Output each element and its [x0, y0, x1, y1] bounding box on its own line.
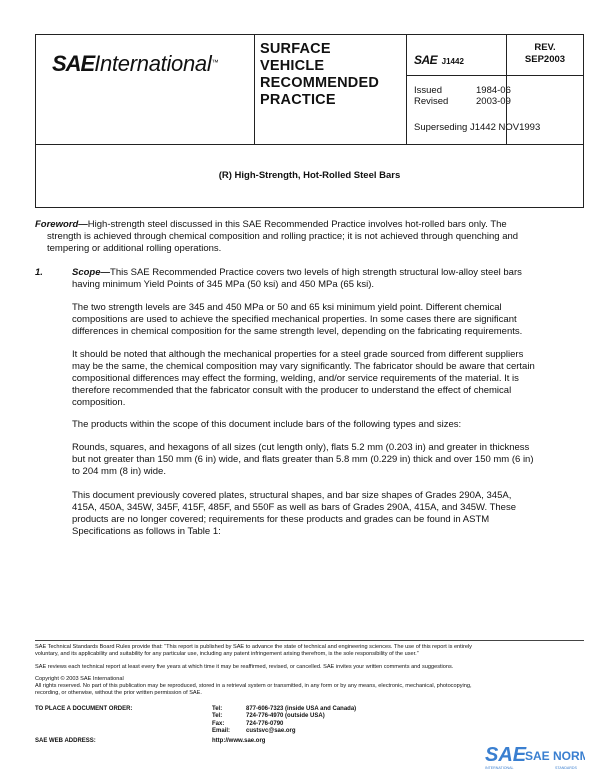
- paragraph-line: The products within the scope of this document include bars of the following types and sizes:: [72, 419, 462, 430]
- foreword-label: Foreword—: [35, 219, 88, 230]
- rights-line: recording, or otherwise, without the prior written permission of SAE.: [35, 690, 202, 696]
- paragraph-line: compositions are used to achieve the specified mechanical properties. In some cases there are significant: [72, 314, 517, 325]
- document-title: (R) High-Strength, Hot-Rolled Steel Bars: [218, 170, 401, 181]
- foreword-line: strength is achieved through chemical composition and rolling practice; it is not achieved through quenching and: [47, 231, 519, 242]
- paragraph-line: composition.: [72, 397, 126, 408]
- logo-international-text: International: [94, 51, 212, 76]
- superseding-text: Superseding J1442 NOV1993: [414, 122, 541, 133]
- foreword-line: tempering or additional rolling operations.: [47, 243, 222, 254]
- stamp-sae: SAE: [485, 744, 527, 766]
- contact-label: Tel:: [212, 706, 223, 712]
- scope-line: having minimum Yield Points of 345 MPa (50 ksi) and 450 MPa (65 ksi).: [72, 279, 375, 290]
- revision-block: [506, 42, 584, 66]
- header-box: [35, 34, 584, 145]
- scope-paragraph-1: [72, 267, 583, 291]
- doc-type-line: VEHICLE: [260, 58, 325, 74]
- sae-international-logo: [52, 51, 218, 77]
- rules-line: SAE Technical Standards Board Rules provide that: “This report is published by SAE to advance the state of technical and engineering sciences. The use of this report is entirely: [35, 644, 472, 650]
- logo-sae-text: SAE: [52, 51, 95, 76]
- stamp-standards: STANDARDS: [555, 766, 577, 770]
- contact-row: [212, 728, 356, 735]
- doc-type-line: RECOMMENDED: [260, 75, 380, 91]
- scope-line: This SAE Recommended Practice covers two levels of high strength structural low-alloy steel bars: [110, 267, 522, 278]
- revised-label: Revised: [414, 96, 449, 107]
- contact-label: Tel:: [212, 713, 223, 720]
- standards-board-rules: [35, 644, 583, 658]
- paragraph-line: may be the same, the chemical composition may vary significantly. The fabricator should be aware that certain: [72, 361, 535, 372]
- paragraph-line: Specifications as follows in Table 1:: [72, 526, 221, 537]
- web-address-link[interactable]: http://www.sae.org: [212, 738, 266, 744]
- foreword-paragraph: [35, 219, 583, 255]
- doc-type-line: PRACTICE: [260, 92, 336, 108]
- copyright-notice: [35, 676, 583, 697]
- rev-value: SEP2003: [524, 54, 566, 65]
- document-number: [414, 51, 464, 69]
- contact-value[interactable]: 877-606-7323 (inside USA and Canada): [246, 706, 357, 712]
- paragraph-line: differences in chemical composition for the same strength level, depending on the fabricating requirements.: [72, 326, 523, 337]
- footer-divider: [35, 640, 584, 641]
- trademark-mark: ™: [211, 59, 219, 67]
- paragraph-line: It should be noted that although the mechanical properties for a steel grade sourced from different suppliers: [72, 349, 524, 360]
- paragraph-line: 415A, 450A, 345W, 345F, 415F, 485F, and 550F as well as bars of Grades 290A, 415A, and 345W. These: [72, 502, 516, 513]
- stamp-international: INTERNATIONAL: [485, 766, 514, 770]
- document-type: [260, 41, 379, 109]
- title-box: [35, 144, 584, 208]
- paragraph-line: but not greater than 150 mm (6 in) wide, and flats greater than 5.8 mm (0.229 in) thick and over 150 mm (6 in): [72, 454, 534, 465]
- contact-value[interactable]: 724-776-0790: [246, 720, 284, 727]
- paragraph-line: The two strength levels are 345 and 450 MPa or 50 and 65 ksi minimum yield point. Different chemical: [72, 302, 502, 313]
- web-address-label: SAE WEB ADDRESS:: [35, 738, 96, 744]
- order-label: TO PLACE A DOCUMENT ORDER:: [35, 706, 133, 712]
- scope-paragraph-3: [72, 349, 583, 409]
- contact-value[interactable]: 724-776-4970 (outside USA): [246, 713, 325, 720]
- scope-paragraph-2: [72, 302, 583, 338]
- rules-line: voluntary, and its applicability and suitability for any particular use, including any patent infringement arising therefrom, is the sole responsibility of the user.”: [35, 651, 419, 657]
- review-notice: SAE reviews each technical report at least every five years at which time it may be reaffirmed, revised, or cancelled. SAE invites your written comments and suggestions.: [35, 664, 454, 670]
- contact-row: [212, 706, 356, 713]
- section-number: 1.: [35, 267, 43, 278]
- doc-sae-logo: SAE: [414, 53, 438, 67]
- paragraph-line: This document previously covered plates, structural shapes, and bar size shapes of Grades 290A, 345A,: [72, 490, 512, 501]
- foreword-line: High-strength steel discussed in this SAE Recommended Practice involves hot-rolled bars only. The: [87, 219, 507, 230]
- scope-paragraph-4: [72, 419, 583, 431]
- stamp-norm: SAE NORM: [525, 749, 585, 763]
- contact-row: [212, 721, 356, 728]
- contact-row: [212, 713, 356, 720]
- issued-value: 1984-06: [476, 85, 511, 96]
- copyright-line: Copyright © 2003 SAE International: [35, 676, 124, 682]
- scope-label: Scope—: [72, 267, 111, 278]
- issued-label: Issued: [414, 85, 442, 96]
- paragraph-line: to 204 mm (8 in) wide.: [72, 466, 166, 477]
- paragraph-line: products are no longer covered; requirements for these products and grades can be found in ASTM: [72, 514, 490, 525]
- paragraph-line: compositional differences may effect the forming, welding, and/or service requirements of the material. It is: [72, 373, 519, 384]
- contact-label: Email:: [212, 728, 231, 735]
- rev-label: REV.: [534, 42, 556, 53]
- paragraph-line: therefore recommended that the fabricator consult with the producer to understand the effect of chemical: [72, 385, 512, 396]
- doc-type-line: SURFACE: [260, 41, 331, 57]
- sae-norm-graphic: [485, 741, 585, 771]
- rights-line: All rights reserved. No part of this publication may be reproduced, stored in a retrieval system or transmitted, in any form or by any means, electronic, mechanical, photocopying,: [35, 683, 472, 689]
- scope-paragraph-5: [72, 442, 583, 478]
- sae-norm-stamp: [485, 741, 585, 771]
- paragraph-line: Rounds, squares, and hexagons of all sizes (cut length only), flats 5.2 mm (0.203 in) and greater in thickness: [72, 442, 530, 453]
- doc-number-value: J1442: [441, 57, 464, 66]
- email-link[interactable]: custsvc@sae.org: [246, 728, 296, 735]
- order-contacts: [212, 706, 356, 736]
- scope-paragraph-6: [72, 490, 583, 538]
- contact-label: Fax:: [212, 720, 225, 727]
- revised-value: 2003-09: [476, 96, 511, 107]
